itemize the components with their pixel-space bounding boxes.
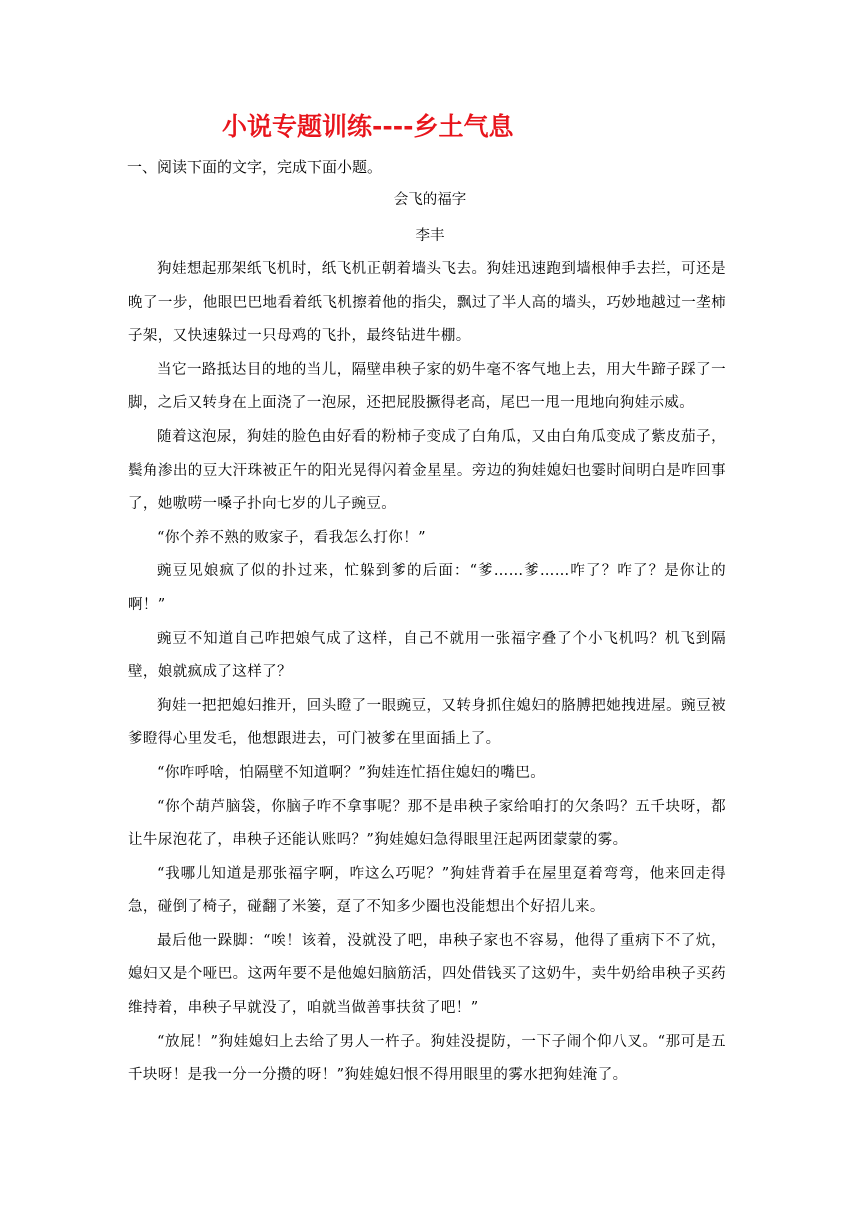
paragraph: “我哪儿知道是那张福字啊，咋这么巧呢？”狗娃背着手在屋里趸着弯弯，他来回走得急，碰倒了椅子，碰翻了米篓，趸了不知多少圈也没能想出个好招儿来。 bbox=[128, 865, 726, 916]
paragraph: 最后他一跺脚：“唉！该着，没就没了吧，串秧子家也不容易，他得了重病下不了炕，媳妇又是个哑巴。这两年要不是他媳妇脑筋活，四处借钱买了这奶牛，卖牛奶给串秧子买药维持着，串秧子早就没了，咱就当做善事扶贫了吧！” bbox=[128, 932, 726, 1017]
paragraph: “放屁！”狗娃媳妇上去给了男人一杵子。狗娃没提防，一下子闹个仰八叉。“那可是五千块呀！是我一分一分攒的呀！”狗娃媳妇恨不得用眼里的雾水把狗娃淹了。 bbox=[128, 1033, 726, 1084]
paragraph: “你咋呼啥，怕隔壁不知道啊？”狗娃连忙捂住媳妇的嘴巴。 bbox=[157, 764, 546, 781]
story-body bbox=[128, 253, 726, 1093]
paragraph: 狗娃想起那架纸飞机时，纸飞机正朝着墙头飞去。狗娃迅速跑到墙根伸手去拦，可还是晚了一步，他眼巴巴地看着纸飞机擦着他的指尖，飘过了半人高的墙头，巧妙地越过一垄柿子架，又快速躲过一只母鸡的飞扑，最终钻进牛棚。 bbox=[128, 261, 726, 345]
paragraph: “你个养不熟的败家子，看我怎么打你！” bbox=[157, 529, 426, 546]
document-title: 小说专题训练----乡土气息 bbox=[222, 112, 514, 141]
paragraph: “你个葫芦脑袋，你脑子咋不拿事呢？那不是串秧子家给咱打的欠条吗？五千块呀，都让牛尿泡花了，串秧子还能认账吗？”狗娃媳妇急得眼里汪起两团蒙蒙的雾。 bbox=[128, 798, 726, 849]
paragraph: 随着这泡尿，狗娃的脸色由好看的粉柿子变成了白角瓜，又由白角瓜变成了紫皮茄子，鬓角渗出的豆大汗珠被正午的阳光晃得闪着金星星。旁边的狗娃媳妇也霎时间明白是咋回事了，她嗷唠一嗓子扑向七岁的儿子豌豆。 bbox=[128, 428, 726, 513]
story-author: 李丰 bbox=[415, 228, 445, 244]
paragraph: 豌豆见娘疯了似的扑过来，忙躲到爹的后面：“爹……爹……咋了？咋了？是你让的啊！” bbox=[128, 563, 726, 613]
paragraph: 当它一路抵达目的地的当儿，隔壁串秧子家的奶牛毫不客气地上去，用大牛蹄子踩了一脚，之后又转身在上面浇了一泡尿，还把屁股撅得老高，尾巴一甩一甩地向狗娃示威。 bbox=[128, 361, 726, 412]
paragraph: 豌豆不知道自己咋把娘气成了这样，自己不就用一张福字叠了个小飞机吗？机飞到隔壁，娘就疯成了这样了？ bbox=[128, 630, 726, 681]
section-heading: 一、阅读下面的文字，完成下面小题。 bbox=[127, 158, 383, 176]
story-title: 会飞的福字 bbox=[393, 192, 467, 208]
paragraph: 狗娃一把把媳妇推开，回头瞪了一眼豌豆，又转身抓住媳妇的胳膊把她拽进屋。豌豆被爹瞪得心里发毛，他想跟进去，可门被爹在里面插上了。 bbox=[128, 697, 726, 748]
